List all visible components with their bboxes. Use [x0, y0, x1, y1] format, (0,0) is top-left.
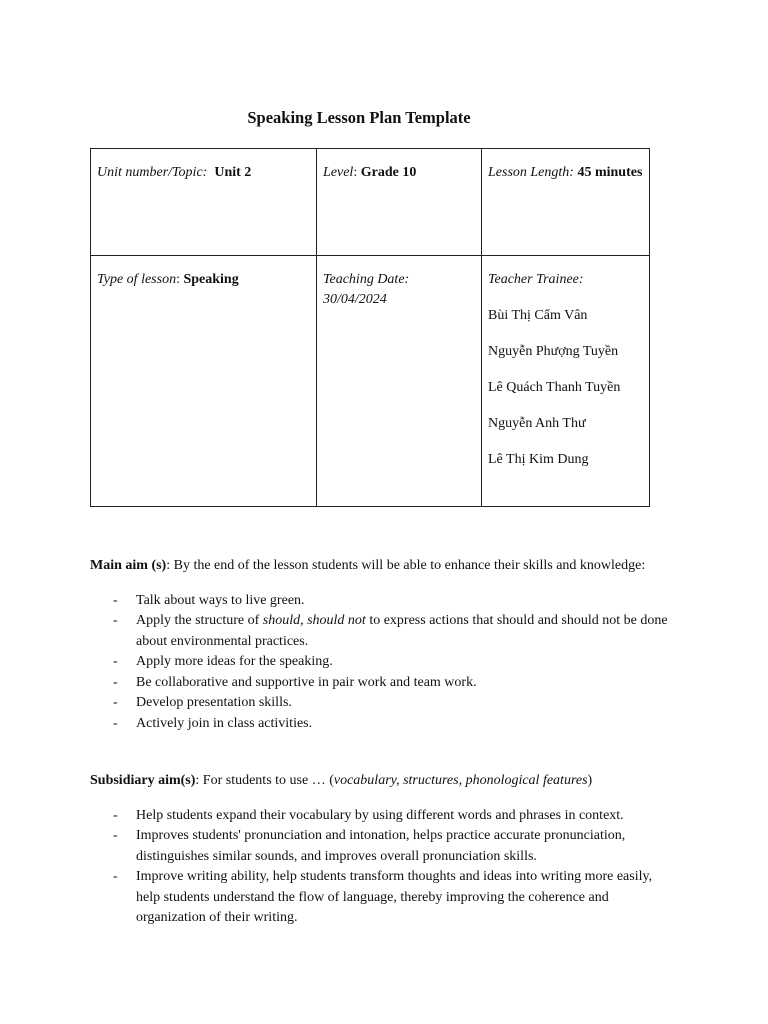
unit-value: Unit 2 [214, 165, 252, 180]
date-cell [317, 256, 482, 507]
subsidiary-aim-intro: Subsidiary aim(s): For students to use … (vocabulary, structures, phonological features) [90, 773, 593, 788]
type-label: Type of lesson [97, 272, 177, 287]
main-aim-section [90, 556, 670, 734]
list-item: - Talk about ways to live green. [90, 591, 670, 612]
table-row [91, 149, 650, 256]
unit-label: Unit number/Topic: [97, 165, 208, 180]
trainee-label: Teacher Trainee [488, 272, 579, 287]
trainee-name: Nguyễn Phượng Tuyền [488, 344, 619, 359]
trainee-name: Lê Quách Thanh Tuyền [488, 380, 621, 395]
list-item: - Help students expand their vocabulary by using different words and phrases in context. [90, 806, 670, 827]
main-aim-text: : By the end of the lesson students will be able to enhance their skills and knowledge: [166, 558, 646, 573]
trainee-name: Nguyễn Anh Thư [488, 416, 586, 431]
trainee-list [488, 306, 643, 470]
trainee-cell: Teacher Trainee: Bùi Thị Cẩm Vân Nguyễn Phượng Tuyền Lê Quách Thanh Tuyền Nguyễn Anh Thư Lê Thị Kim Dung [482, 256, 650, 507]
length-value: 45 minutes [577, 165, 643, 180]
list-item: - Be collaborative and supportive in pair work and team work. [90, 673, 670, 694]
subsidiary-aim-section [90, 771, 670, 929]
level-cell: Level: Grade 10 [317, 149, 482, 256]
level-label: Level [323, 165, 354, 180]
main-aim-label: Main aim (s) [90, 558, 167, 573]
subsidiary-aim-label: Subsidiary aim(s) [90, 773, 196, 788]
unit-cell [91, 149, 317, 256]
main-aim-intro [90, 556, 670, 577]
lesson-info-table [90, 148, 650, 507]
list-item: - Apply the structure of should, should not to express actions that should and should not be done about environmental practices. [90, 611, 670, 652]
main-aim-list [90, 591, 670, 735]
length-cell [482, 149, 650, 256]
level-value: Grade 10 [360, 165, 417, 180]
table-row [91, 256, 650, 507]
type-value: Speaking [183, 272, 239, 287]
date-label: Teaching Date: [323, 272, 410, 287]
list-item: - Apply more ideas for the speaking. [90, 652, 670, 673]
list-item: - Improve writing ability, help students transform thoughts and ideas into writing more easily, help students understand the flow of language, thereby improving the coherence and organization of their writing. [90, 867, 670, 929]
subsidiary-aim-list [90, 806, 670, 929]
type-cell: Type of lesson: Speaking [91, 256, 317, 507]
document-title: Speaking Lesson Plan Template [247, 108, 471, 127]
trainee-name: Lê Thị Kim Dung [488, 452, 589, 467]
list-item: - Develop presentation skills. [90, 693, 670, 714]
list-item: - Actively join in class activities. [90, 714, 670, 735]
trainee-name: Bùi Thị Cẩm Vân [488, 308, 588, 323]
date-value: 30/04/2024 [323, 292, 387, 307]
list-item: - Improves students' pronunciation and intonation, helps practice accurate pronunciation, distinguishes similar sounds, and improves overall pronunciation skills. [90, 826, 670, 867]
length-label: Lesson Length: [488, 165, 574, 180]
